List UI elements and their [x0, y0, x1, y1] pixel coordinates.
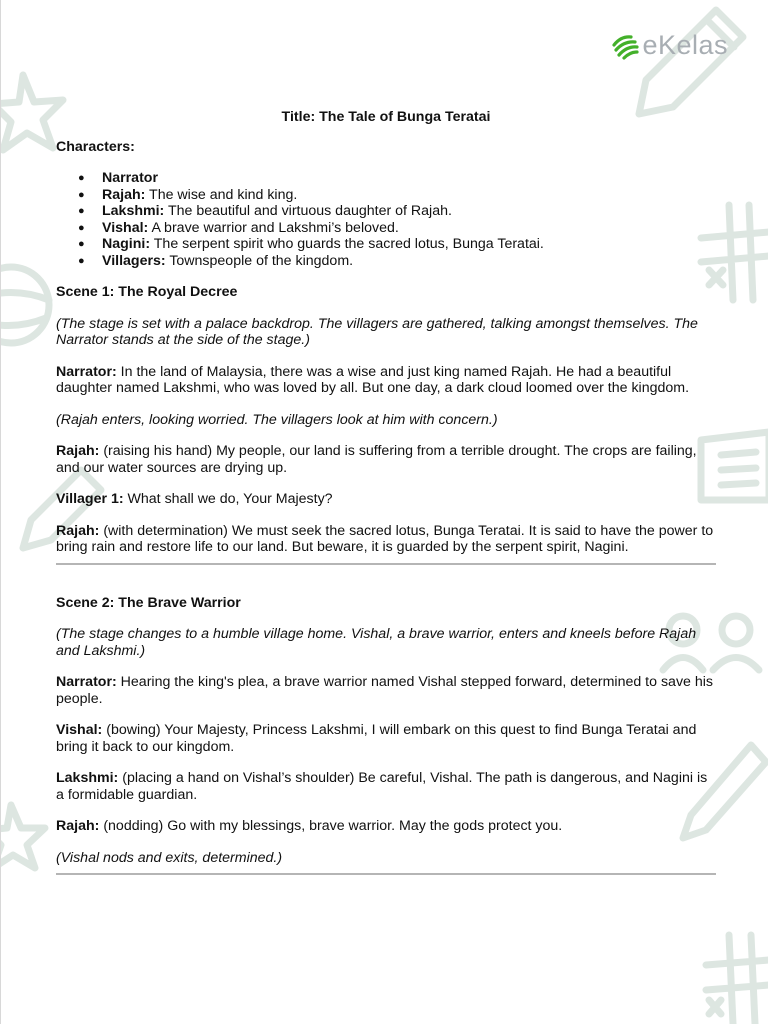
character-name: Narrator — [102, 170, 158, 186]
stage-direction: (Rajah enters, looking worried. The villagers look at him with concern.) — [56, 411, 498, 428]
ekelas-logo-icon — [611, 32, 639, 60]
globe-doodle-icon — [1, 267, 49, 343]
dialogue-line — [56, 818, 716, 835]
stage-direction: (The stage changes to a humble village home. Vishal, a brave warrior, enters and kneels before Rajah and Lakshmi.) — [56, 626, 697, 659]
speaker: Vishal: — [56, 722, 103, 738]
character-name: Rajah: — [102, 186, 146, 203]
speaker: Villager 1: — [56, 491, 124, 507]
section-divider — [56, 873, 716, 875]
character-name: Vishal: — [102, 219, 149, 236]
line-text: What shall we do, Your Majesty? — [127, 491, 333, 507]
tic-tac-toe-bottom-doodle-icon — [706, 935, 768, 1024]
characters-list — [56, 170, 716, 269]
scene-1-heading: Scene 1: The Royal Decree — [56, 284, 238, 300]
dialogue-line — [56, 770, 716, 803]
line-text: (raising his hand) My people, our land is suffering from a terrible drought. The crops are failing, and our water sources are drying up. — [56, 443, 697, 476]
line-text: (nodding) Go with my blessings, brave warrior. May the gods protect you. — [103, 818, 563, 834]
document-title: Title: The Tale of Bunga Teratai — [281, 109, 491, 125]
line-text: In the land of Malaysia, there was a wise and just king named Rajah. He had a beautiful daughter named Lakshmi, who was loved by all. But one day, a dark cloud loomed over the kingdom. — [56, 363, 690, 396]
list-item — [78, 187, 716, 204]
logo-text: eKelas — [642, 30, 728, 60]
ekelas-logo — [611, 30, 728, 61]
character-desc: Townspeople of the kingdom. — [169, 252, 354, 269]
speaker: Rajah: — [56, 522, 100, 539]
stage-direction: (Vishal nods and exits, determined.) — [56, 849, 283, 866]
character-desc: The wise and kind king. — [149, 186, 298, 203]
character-name: Nagini: — [102, 236, 151, 252]
characters-heading: Characters: — [56, 138, 135, 155]
list-item — [78, 236, 716, 253]
dialogue-line — [56, 443, 716, 476]
list-item — [78, 170, 716, 187]
pencil-doodle-icon — [639, 10, 743, 114]
star-doodle-icon — [1, 75, 63, 150]
character-desc: A brave warrior and Lakshmi’s beloved. — [151, 219, 399, 236]
dialogue-line — [56, 491, 716, 508]
speaker: Narrator: — [56, 363, 117, 380]
list-item — [78, 253, 716, 270]
line-text: (with determination) We must seek the sacred lotus, Bunga Teratai. It is said to have the power to bring rain and restore life to our land. But beware, it is guarded by the serpent spirit, Nagini. — [56, 522, 714, 555]
line-text: (bowing) Your Majesty, Princess Lakshmi, I will embark on this quest to find Bunga Teratai and bring it back to our kingdom. — [56, 722, 697, 755]
line-text: (placing a hand on Vishal’s shoulder) Be careful, Vishal. The path is dangerous, and Nagini is a formidable guardian. — [56, 770, 708, 803]
line-text: Hearing the king's plea, a brave warrior named Vishal stepped forward, determined to save his people. — [56, 674, 714, 707]
dialogue-line — [56, 364, 716, 397]
speaker: Rajah: — [56, 818, 100, 834]
dialogue-line — [56, 523, 716, 556]
character-desc: The serpent spirit who guards the sacred lotus, Bunga Teratai. — [153, 236, 544, 252]
speaker: Lakshmi: — [56, 770, 119, 786]
speaker: Rajah: — [56, 443, 100, 459]
dialogue-line — [56, 674, 716, 707]
character-desc: The beautiful and virtuous daughter of Rajah. — [167, 203, 452, 219]
dialogue-line — [56, 722, 716, 755]
star-lower-doodle-icon — [1, 805, 45, 868]
list-item — [78, 220, 716, 237]
section-divider — [56, 563, 716, 565]
character-name: Villagers: — [102, 252, 166, 269]
character-name: Lakshmi: — [102, 203, 165, 219]
list-item — [78, 203, 716, 220]
stage-direction: (The stage is set with a palace backdrop. The villagers are gathered, talking amongst themselves. The Narrator stands at the side of the stage.) — [56, 315, 698, 348]
speaker: Narrator: — [56, 674, 117, 690]
scene-2-heading: Scene 2: The Brave Warrior — [56, 594, 241, 611]
script-content — [56, 109, 716, 905]
